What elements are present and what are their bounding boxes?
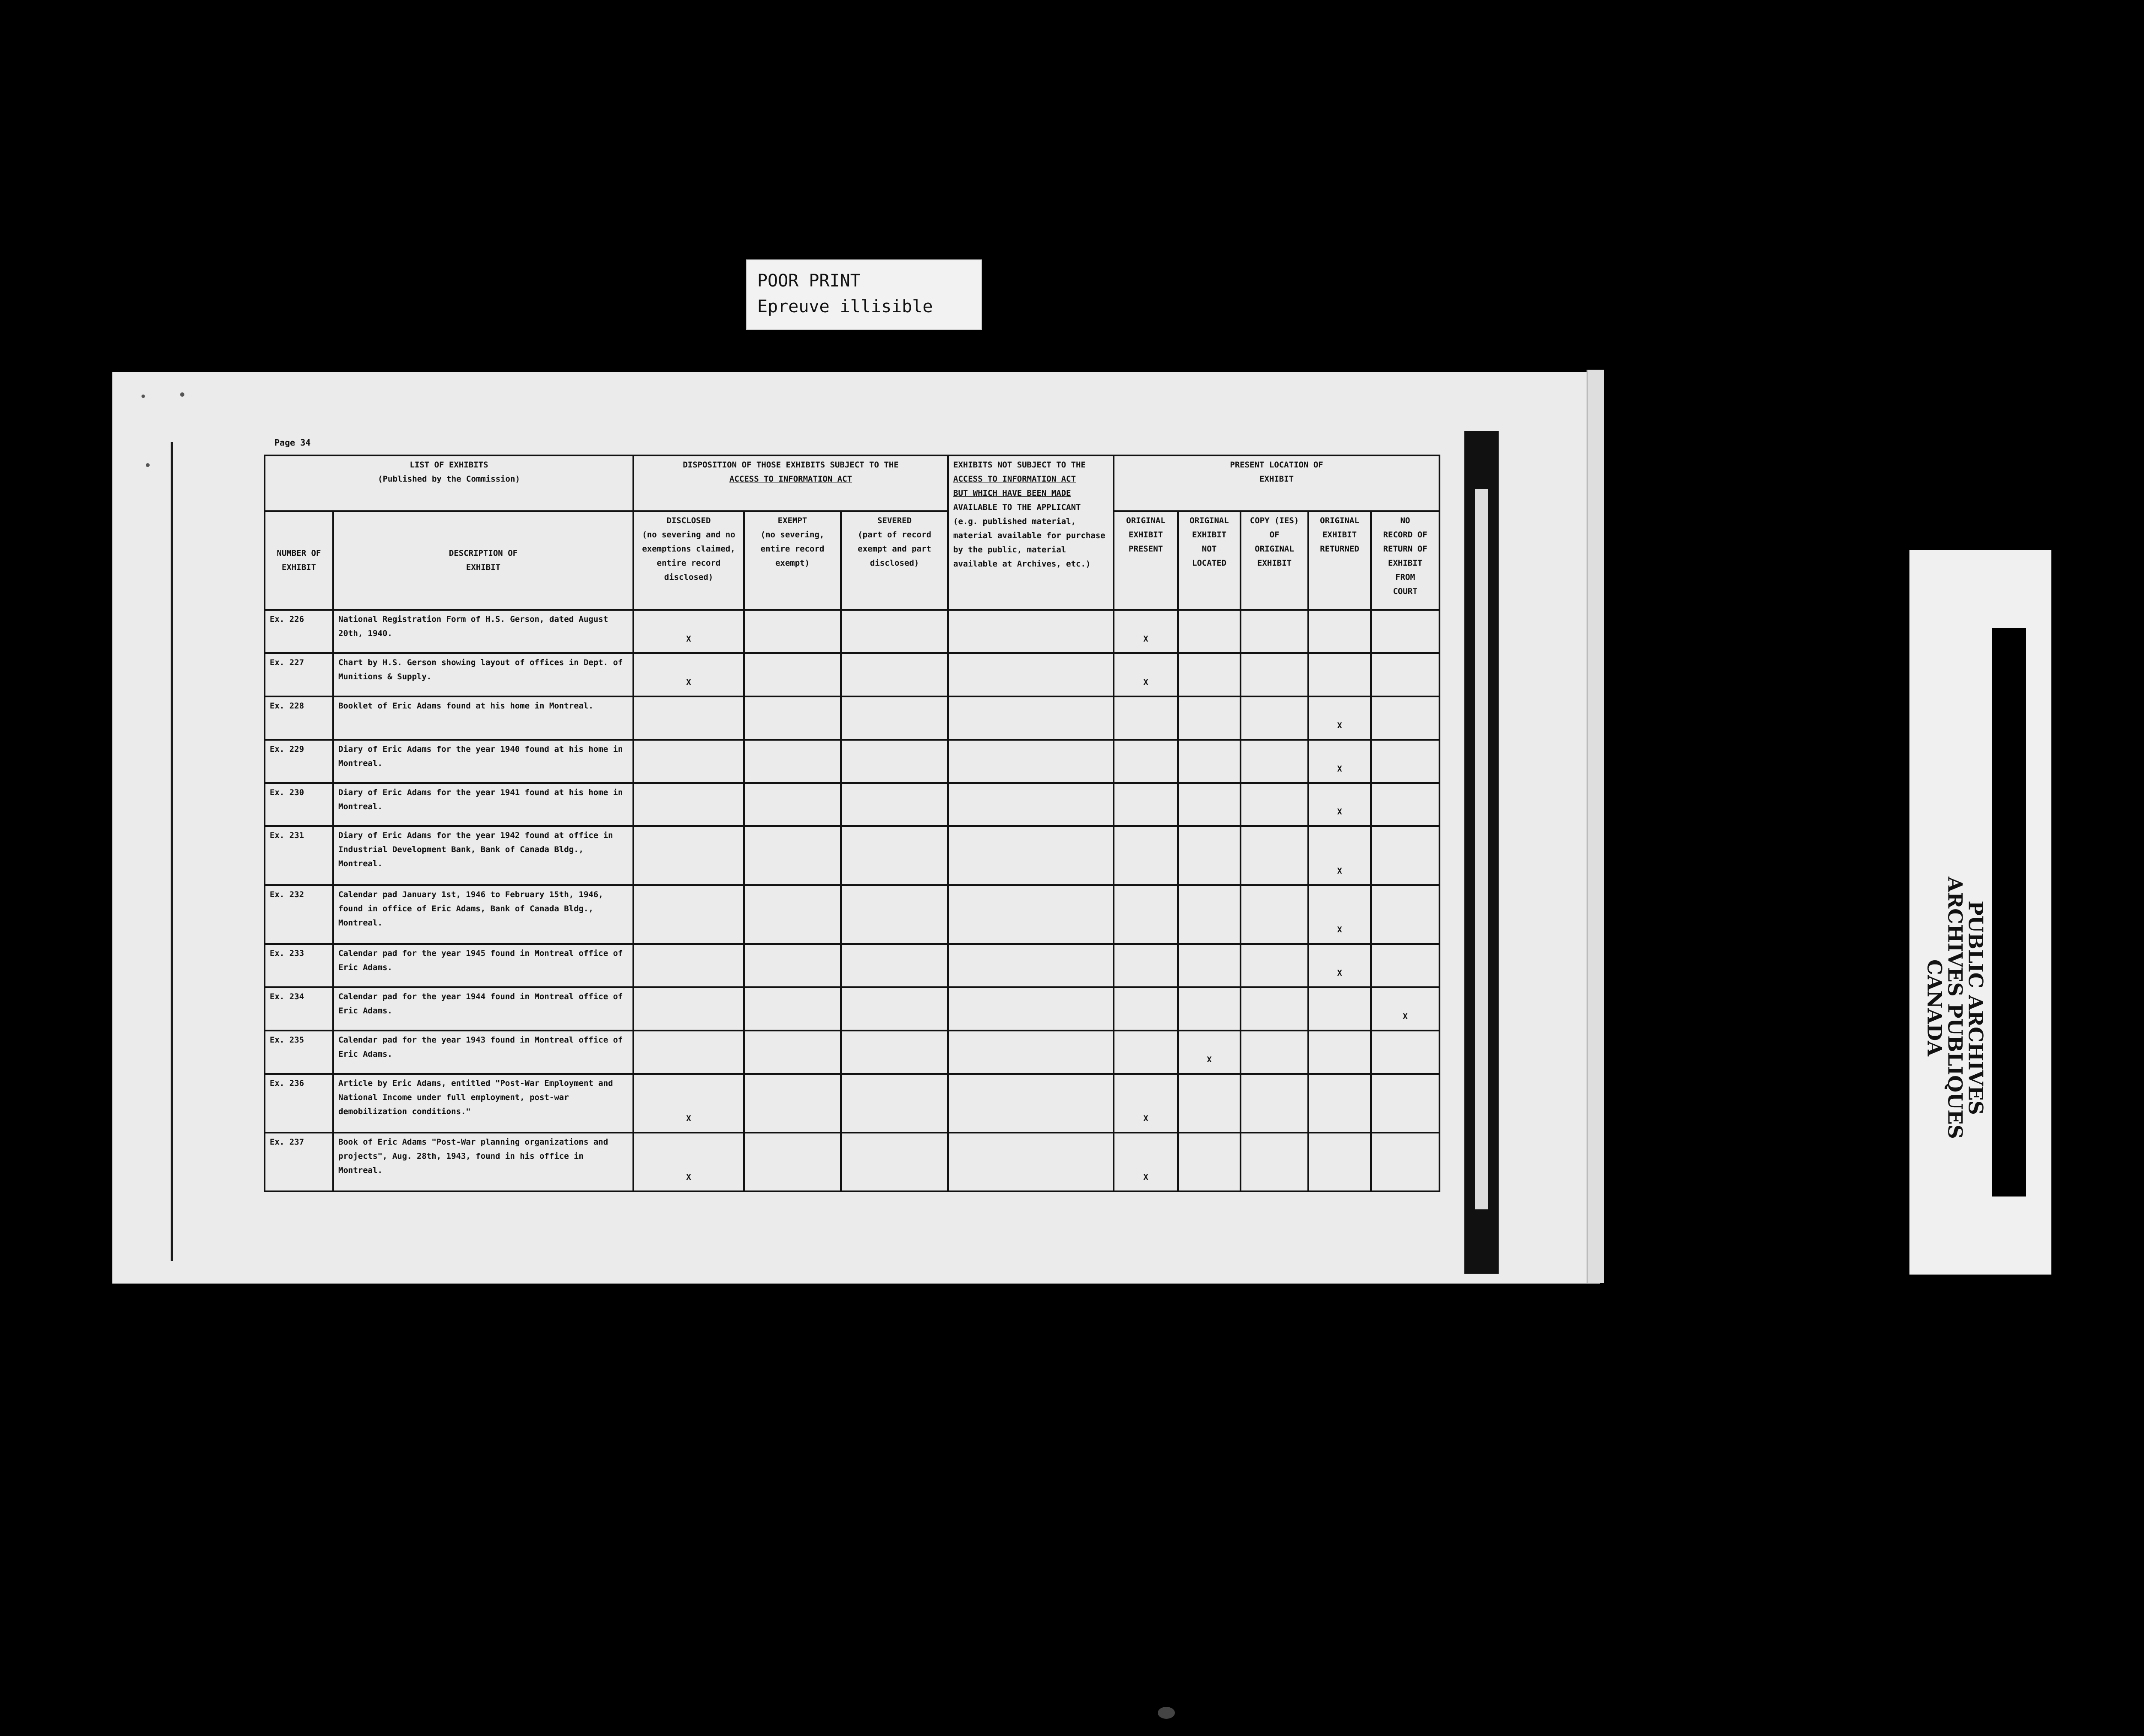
left-margin-line xyxy=(171,442,173,1261)
exhibit-number: Ex. 228 xyxy=(265,696,333,740)
disposition-header-act: ACCESS TO INFORMATION ACT xyxy=(729,474,852,484)
table-row xyxy=(265,944,1439,987)
not-located-cell: X xyxy=(1178,1031,1241,1074)
exhibit-number: Ex. 231 xyxy=(265,826,333,885)
exhibit-number: Ex. 227 xyxy=(265,653,333,696)
table-row xyxy=(265,610,1439,653)
copies-cell xyxy=(1241,885,1308,944)
copies-cell xyxy=(1241,696,1308,740)
disclosed-cell xyxy=(633,885,744,944)
not-located-cell xyxy=(1178,610,1241,653)
exhibit-number: Ex. 233 xyxy=(265,944,333,987)
table-row xyxy=(265,885,1439,944)
exhibit-description: National Registration Form of H.S. Gerson, dated August 20th, 1940. xyxy=(333,610,633,653)
severed-header: SEVERED (part of record exempt and part disclosed) xyxy=(841,511,948,610)
exhibit-number: Ex. 234 xyxy=(265,987,333,1031)
not-subject-cell xyxy=(948,987,1114,1031)
poor-print-label xyxy=(746,259,982,330)
binder-strip-inner xyxy=(1475,489,1488,1209)
not-subject-cell xyxy=(948,1031,1114,1074)
not-located-cell xyxy=(1178,696,1241,740)
original-present-cell xyxy=(1114,944,1178,987)
number-header: NUMBER OF EXHIBIT xyxy=(265,511,333,610)
original-present-cell xyxy=(1114,696,1178,740)
not-subject-cell xyxy=(948,783,1114,826)
disposition-header-text: DISPOSITION OF THOSE EXHIBITS SUBJECT TO THE xyxy=(683,460,899,470)
exhibit-number: Ex. 230 xyxy=(265,783,333,826)
not-located-cell xyxy=(1178,1133,1241,1191)
no-record-cell xyxy=(1371,610,1439,653)
exempt-cell xyxy=(744,610,841,653)
severed-cell xyxy=(841,610,948,653)
speck xyxy=(1158,1707,1175,1719)
disclosed-cell xyxy=(633,740,744,783)
original-present-cell xyxy=(1114,1031,1178,1074)
speck xyxy=(142,395,145,398)
not-subject-header-text: EXHIBITS NOT SUBJECT TO THE xyxy=(953,460,1086,470)
returned-cell xyxy=(1308,610,1371,653)
copies-cell xyxy=(1241,610,1308,653)
page-number: Page 34 xyxy=(274,437,311,448)
sheet-edge xyxy=(1587,370,1604,1283)
table-row xyxy=(265,1031,1439,1074)
archives-card-cutout xyxy=(1992,628,2026,1197)
severed-cell xyxy=(841,885,948,944)
returned-cell: X xyxy=(1308,885,1371,944)
exempt-cell xyxy=(744,653,841,696)
severed-cell xyxy=(841,987,948,1031)
disposition-header xyxy=(633,455,948,511)
disclosed-cell: X xyxy=(633,1074,744,1133)
severed-cell xyxy=(841,1031,948,1074)
disclosed-cell xyxy=(633,783,744,826)
returned-cell xyxy=(1308,653,1371,696)
exhibit-number: Ex. 237 xyxy=(265,1133,333,1191)
archives-stamp-line1: PUBLIC ARCHIVES xyxy=(1964,901,1988,1115)
exempt-cell xyxy=(744,740,841,783)
severed-cell xyxy=(841,944,948,987)
no-record-cell xyxy=(1371,1133,1439,1191)
no-record-header: NO RECORD OF RETURN OF EXHIBIT FROM COURT xyxy=(1371,511,1439,610)
not-located-cell xyxy=(1178,653,1241,696)
exempt-cell xyxy=(744,1133,841,1191)
exempt-cell xyxy=(744,885,841,944)
exhibit-description: Chart by H.S. Gerson showing layout of offices in Dept. of Munitions & Supply. xyxy=(333,653,633,696)
disclosed-cell xyxy=(633,987,744,1031)
table-row xyxy=(265,696,1439,740)
not-subject-cell xyxy=(948,885,1114,944)
original-not-located-header: ORIGINAL EXHIBIT NOT LOCATED xyxy=(1178,511,1241,610)
returned-cell xyxy=(1308,987,1371,1031)
disclosed-header: DISCLOSED (no severing and no exemptions claimed, entire record disclosed) xyxy=(633,511,744,610)
not-subject-cell xyxy=(948,653,1114,696)
exempt-cell xyxy=(744,826,841,885)
copies-cell xyxy=(1241,1133,1308,1191)
original-present-cell xyxy=(1114,826,1178,885)
not-subject-cell xyxy=(948,826,1114,885)
speck xyxy=(180,392,184,397)
disclosed-cell xyxy=(633,944,744,987)
disclosed-cell xyxy=(633,826,744,885)
table-row xyxy=(265,740,1439,783)
not-subject-cell xyxy=(948,1074,1114,1133)
disclosed-cell xyxy=(633,696,744,740)
list-of-exhibits-header: LIST OF EXHIBITS (Published by the Commission) xyxy=(265,455,633,511)
exhibit-description: Diary of Eric Adams for the year 1941 found at his home in Montreal. xyxy=(333,783,633,826)
table-row xyxy=(265,1074,1439,1133)
not-subject-header xyxy=(948,455,1114,610)
exempt-cell xyxy=(744,944,841,987)
exhibit-number: Ex. 226 xyxy=(265,610,333,653)
returned-cell xyxy=(1308,1074,1371,1133)
disclosed-cell xyxy=(633,1031,744,1074)
archives-stamp xyxy=(1923,815,1988,1201)
copies-cell xyxy=(1241,740,1308,783)
no-record-cell: X xyxy=(1371,987,1439,1031)
copies-cell xyxy=(1241,783,1308,826)
exhibit-description: Diary of Eric Adams for the year 1942 found at office in Industrial Development Bank, Bank of Canada Bldg., Montreal. xyxy=(333,826,633,885)
copies-cell xyxy=(1241,944,1308,987)
not-subject-header-act: ACCESS TO INFORMATION ACT BUT WHICH HAVE BEEN MADE xyxy=(953,474,1076,498)
no-record-cell xyxy=(1371,944,1439,987)
copies-cell xyxy=(1241,826,1308,885)
original-present-cell xyxy=(1114,740,1178,783)
present-location-header: PRESENT LOCATION OF EXHIBIT xyxy=(1114,455,1439,511)
speck xyxy=(146,463,150,467)
table-row xyxy=(265,653,1439,696)
poor-print-line1: POOR PRINT xyxy=(757,271,861,291)
original-present-cell xyxy=(1114,885,1178,944)
not-located-cell xyxy=(1178,826,1241,885)
exhibit-description: Calendar pad for the year 1944 found in Montreal office of Eric Adams. xyxy=(333,987,633,1031)
not-located-cell xyxy=(1178,740,1241,783)
no-record-cell xyxy=(1371,826,1439,885)
returned-cell: X xyxy=(1308,826,1371,885)
original-present-cell: X xyxy=(1114,610,1178,653)
no-record-cell xyxy=(1371,885,1439,944)
severed-cell xyxy=(841,1133,948,1191)
exhibit-description: Diary of Eric Adams for the year 1940 found at his home in Montreal. xyxy=(333,740,633,783)
exempt-cell xyxy=(744,1074,841,1133)
original-present-cell xyxy=(1114,987,1178,1031)
copies-header: COPY (IES) OF ORIGINAL EXHIBIT xyxy=(1241,511,1308,610)
not-located-cell xyxy=(1178,1074,1241,1133)
not-subject-cell xyxy=(948,610,1114,653)
not-subject-header-note: AVAILABLE TO THE APPLICANT (e.g. published material, material available for purchase by the public, material available at Archives, etc.) xyxy=(953,503,1105,569)
disclosed-cell: X xyxy=(633,653,744,696)
exempt-header: EXEMPT (no severing, entire record exempt) xyxy=(744,511,841,610)
table-row xyxy=(265,1133,1439,1191)
not-located-cell xyxy=(1178,987,1241,1031)
returned-cell xyxy=(1308,1133,1371,1191)
not-located-cell xyxy=(1178,885,1241,944)
no-record-cell xyxy=(1371,740,1439,783)
severed-cell xyxy=(841,783,948,826)
no-record-cell xyxy=(1371,696,1439,740)
severed-cell xyxy=(841,653,948,696)
description-header: DESCRIPTION OF EXHIBIT xyxy=(333,511,633,610)
copies-cell xyxy=(1241,653,1308,696)
table-row xyxy=(265,987,1439,1031)
copies-cell xyxy=(1241,1074,1308,1133)
severed-cell xyxy=(841,740,948,783)
archives-stamp-line3: CANADA xyxy=(1923,959,1947,1056)
not-located-cell xyxy=(1178,783,1241,826)
not-located-cell xyxy=(1178,944,1241,987)
exempt-cell xyxy=(744,783,841,826)
exempt-cell xyxy=(744,1031,841,1074)
original-returned-header: ORIGINAL EXHIBIT RETURNED xyxy=(1308,511,1371,610)
copies-cell xyxy=(1241,1031,1308,1074)
disclosed-cell: X xyxy=(633,610,744,653)
header-row-columns xyxy=(265,511,1439,610)
exhibit-description: Calendar pad for the year 1945 found in Montreal office of Eric Adams. xyxy=(333,944,633,987)
table-row xyxy=(265,826,1439,885)
original-present-header: ORIGINAL EXHIBIT PRESENT xyxy=(1114,511,1178,610)
not-subject-cell xyxy=(948,944,1114,987)
severed-cell xyxy=(841,1074,948,1133)
no-record-cell xyxy=(1371,1031,1439,1074)
not-subject-cell xyxy=(948,740,1114,783)
copies-cell xyxy=(1241,987,1308,1031)
exhibit-description: Article by Eric Adams, entitled "Post-War Employment and National Income under full employment, post-war demobilization conditions." xyxy=(333,1074,633,1133)
exempt-cell xyxy=(744,987,841,1031)
exhibit-description: Calendar pad January 1st, 1946 to February 15th, 1946, found in office of Eric Adams, Bank of Canada Bldg., Montreal. xyxy=(333,885,633,944)
original-present-cell: X xyxy=(1114,1133,1178,1191)
header-row-group xyxy=(265,455,1439,511)
poor-print-line2: Epreuve illisible xyxy=(757,297,933,316)
exhibit-description: Booklet of Eric Adams found at his home in Montreal. xyxy=(333,696,633,740)
returned-cell: X xyxy=(1308,740,1371,783)
exhibits-table xyxy=(264,455,1440,1192)
exhibit-number: Ex. 229 xyxy=(265,740,333,783)
returned-cell: X xyxy=(1308,696,1371,740)
exempt-cell xyxy=(744,696,841,740)
exhibit-number: Ex. 235 xyxy=(265,1031,333,1074)
not-subject-cell xyxy=(948,1133,1114,1191)
exhibit-description: Book of Eric Adams "Post-War planning organizations and projects", Aug. 28th, 1943, found in his office in Montreal. xyxy=(333,1133,633,1191)
not-subject-cell xyxy=(948,696,1114,740)
exhibit-number: Ex. 232 xyxy=(265,885,333,944)
original-present-cell: X xyxy=(1114,1074,1178,1133)
exhibit-number: Ex. 236 xyxy=(265,1074,333,1133)
original-present-cell xyxy=(1114,783,1178,826)
returned-cell: X xyxy=(1308,783,1371,826)
severed-cell xyxy=(841,826,948,885)
severed-cell xyxy=(841,696,948,740)
archives-stamp-line2: ARCHIVES PUBLIQUES xyxy=(1944,877,1967,1139)
exhibit-description: Calendar pad for the year 1943 found in Montreal office of Eric Adams. xyxy=(333,1031,633,1074)
disclosed-cell: X xyxy=(633,1133,744,1191)
returned-cell xyxy=(1308,1031,1371,1074)
no-record-cell xyxy=(1371,783,1439,826)
no-record-cell xyxy=(1371,1074,1439,1133)
returned-cell: X xyxy=(1308,944,1371,987)
no-record-cell xyxy=(1371,653,1439,696)
table-row xyxy=(265,783,1439,826)
original-present-cell: X xyxy=(1114,653,1178,696)
archives-card-tab xyxy=(1990,550,2033,627)
